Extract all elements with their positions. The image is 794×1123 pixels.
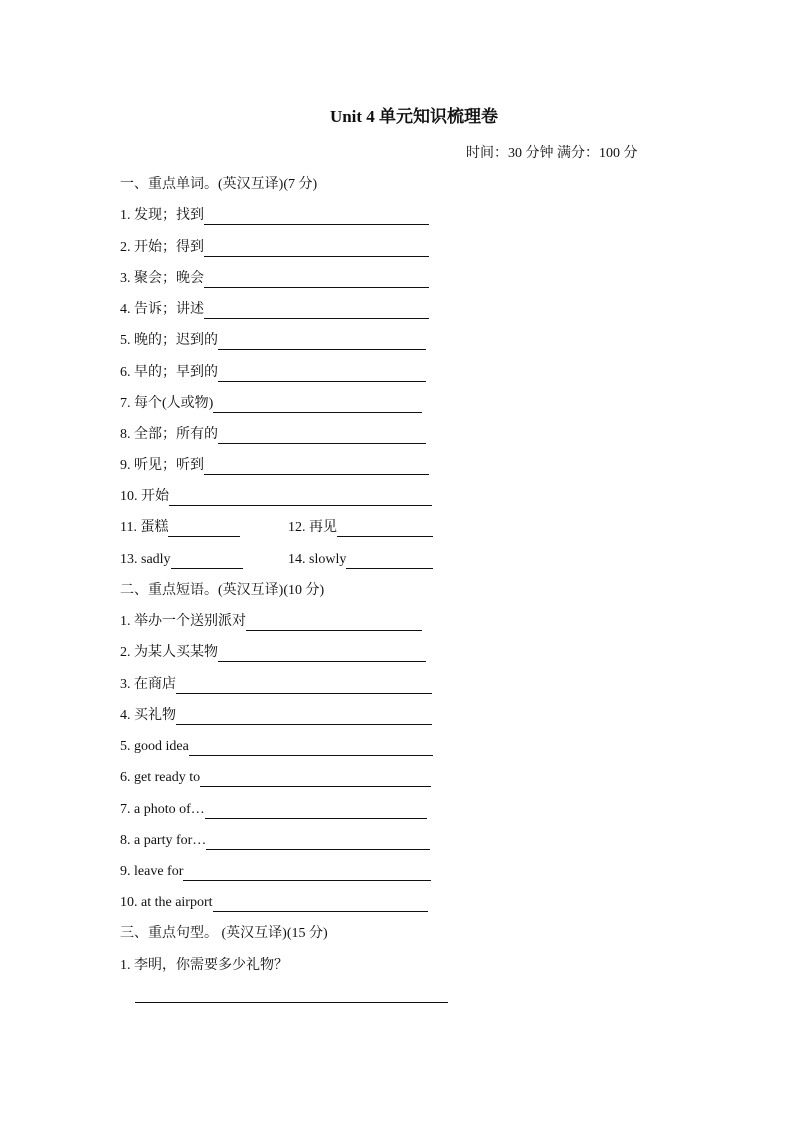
- question-item: [120, 613, 422, 631]
- question-item: [288, 551, 433, 569]
- answer-line[interactable]: [183, 866, 431, 881]
- question-label: 1. 举办一个送别派对: [120, 614, 246, 629]
- question-item: [120, 270, 429, 288]
- page-title: Unit 4 单元知识梳理卷: [329, 107, 499, 126]
- answer-line[interactable]: [218, 429, 426, 444]
- answer-line[interactable]: [206, 835, 430, 850]
- question-item: [120, 332, 426, 350]
- question-label: 7. 每个(人或物): [120, 396, 214, 411]
- time-score-info: 时间：30 分钟 满分：100 分: [466, 146, 638, 161]
- answer-line[interactable]: [200, 772, 431, 787]
- question-label: 10. at the airport: [120, 895, 213, 910]
- answer-line[interactable]: [218, 367, 426, 382]
- question-item: [120, 301, 429, 319]
- question-item: [120, 488, 432, 506]
- question-label: 9. leave for: [120, 864, 184, 879]
- answer-line[interactable]: [337, 522, 433, 537]
- question-item: [120, 644, 426, 662]
- question-label: 1. 李明，你需要多少礼物？: [120, 958, 288, 973]
- question-label: 9. 听见；听到: [120, 458, 204, 473]
- question-label: 13. sadly: [120, 552, 171, 567]
- answer-line[interactable]: [213, 897, 428, 912]
- question-item: [120, 364, 426, 382]
- answer-line[interactable]: [204, 210, 429, 225]
- answer-line[interactable]: [204, 460, 429, 475]
- question-label: 3. 在商店: [120, 677, 176, 692]
- question-label: 5. 晚的；迟到的: [120, 333, 218, 348]
- question-item: [288, 519, 433, 537]
- answer-line[interactable]: [218, 335, 426, 350]
- answer-line[interactable]: [346, 554, 433, 569]
- question-label: 2. 开始；得到: [120, 240, 204, 255]
- question-label: 1. 发现；找到: [120, 208, 204, 223]
- question-label: 7. a photo of…: [120, 802, 205, 817]
- question-item: [120, 551, 243, 569]
- question-item: [120, 769, 431, 787]
- question-label: 11. 蛋糕: [120, 520, 169, 535]
- question-item: [120, 676, 432, 694]
- answer-line[interactable]: [135, 1002, 448, 1003]
- answer-line[interactable]: [169, 491, 432, 506]
- answer-line[interactable]: [176, 710, 432, 725]
- question-label: 2. 为某人买某物: [120, 645, 218, 660]
- question-label: 8. a party for…: [120, 833, 207, 848]
- question-item: [120, 894, 428, 912]
- section-heading-sentences: 三、重点句型。 (英汉互译)(15 分): [120, 926, 328, 941]
- answer-line[interactable]: [189, 741, 433, 756]
- question-item: [120, 239, 429, 257]
- question-item: [120, 457, 429, 475]
- question-item: [120, 207, 429, 225]
- question-label: 14. slowly: [288, 552, 347, 567]
- section-heading-words: 一、重点单词。(英汉互译)(7 分): [120, 177, 318, 192]
- question-label: 4. 告诉；讲述: [120, 302, 204, 317]
- question-label: 6. 早的；早到的: [120, 365, 218, 380]
- question-label: 3. 聚会；晚会: [120, 271, 204, 286]
- question-item: [120, 832, 430, 850]
- question-item: [120, 426, 426, 444]
- question-label: 10. 开始: [120, 489, 169, 504]
- question-item: [120, 801, 427, 819]
- answer-line[interactable]: [204, 304, 429, 319]
- answer-line[interactable]: [246, 616, 422, 631]
- answer-line[interactable]: [171, 554, 243, 569]
- answer-line[interactable]: [176, 679, 432, 694]
- answer-line[interactable]: [213, 398, 422, 413]
- answer-line[interactable]: [168, 522, 240, 537]
- answer-line[interactable]: [205, 804, 427, 819]
- question-item: [120, 863, 431, 881]
- answer-line[interactable]: [204, 242, 429, 257]
- question-label: 4. 买礼物: [120, 708, 176, 723]
- question-label: 6. get ready to: [120, 770, 201, 785]
- question-label: 12. 再见: [288, 520, 337, 535]
- answer-line[interactable]: [204, 273, 429, 288]
- question-label: 8. 全部；所有的: [120, 427, 218, 442]
- section-heading-phrases: 二、重点短语。(英汉互译)(10 分): [120, 583, 325, 598]
- question-label: 5. good idea: [120, 739, 189, 754]
- question-item: [120, 738, 433, 756]
- question-item: [120, 395, 422, 413]
- question-item: [120, 707, 432, 725]
- answer-line[interactable]: [218, 647, 426, 662]
- question-item: [120, 519, 240, 537]
